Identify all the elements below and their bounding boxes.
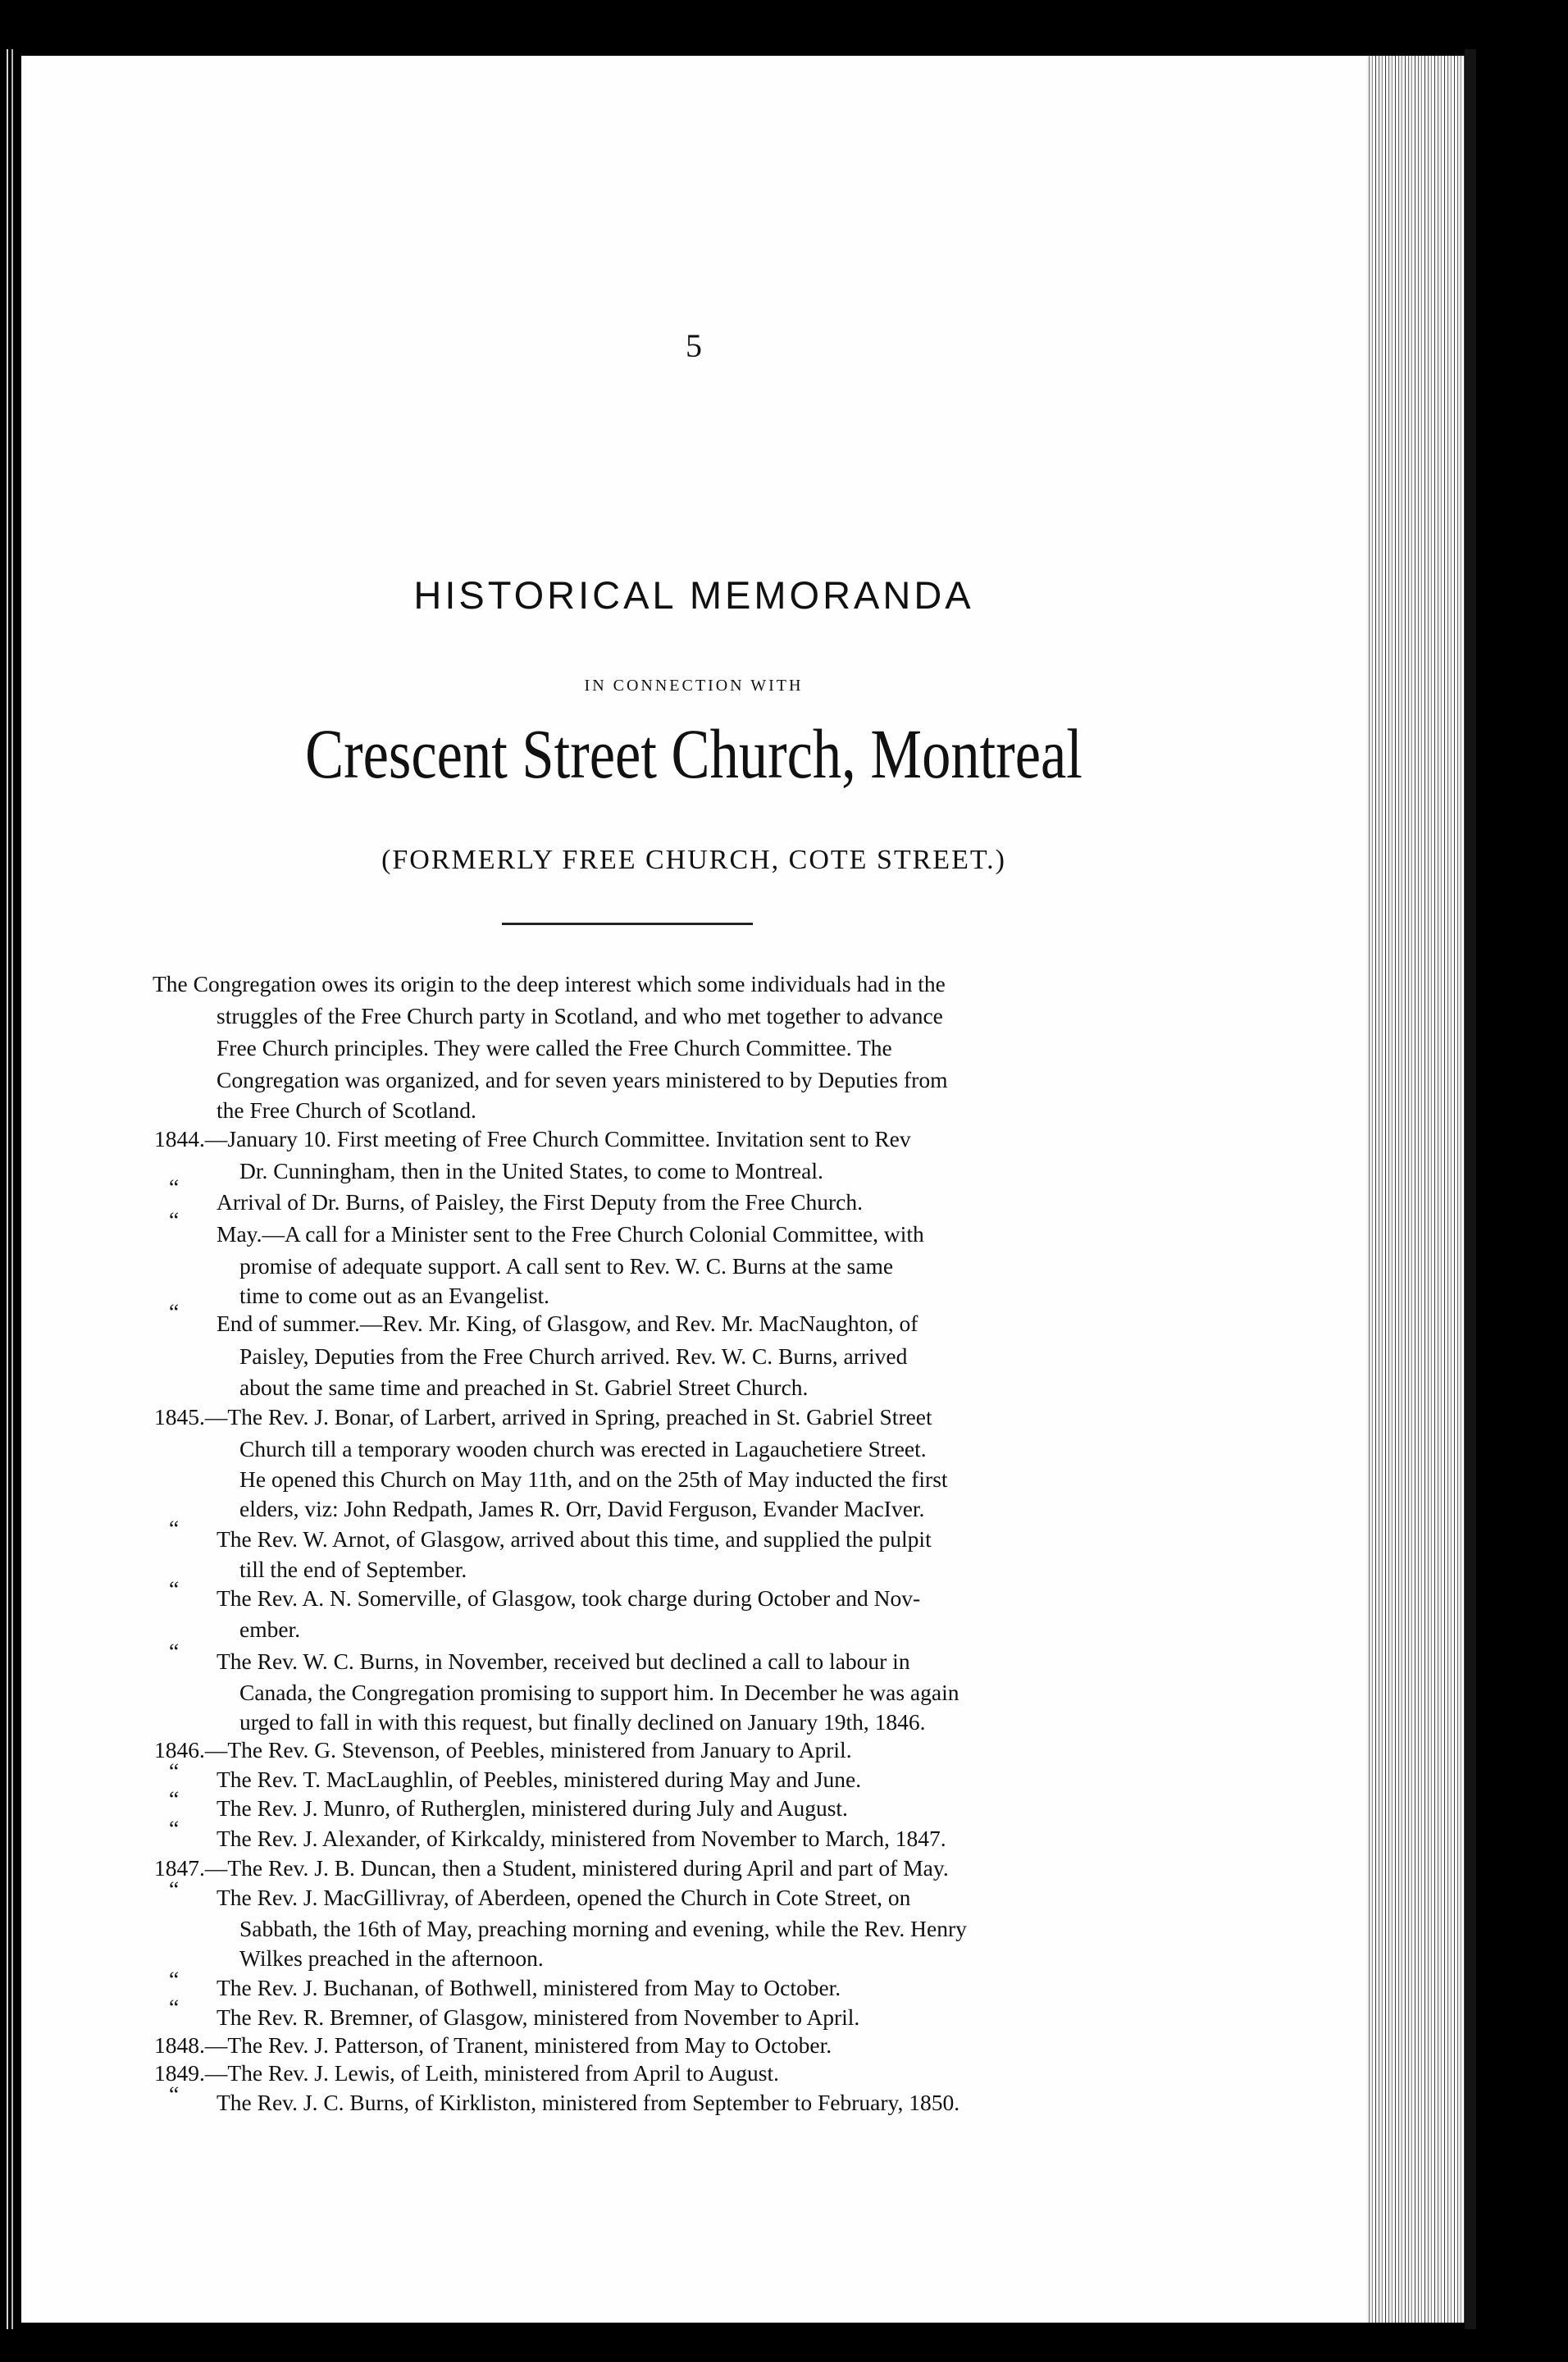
text-line: End of summer.—Rev. Mr. King, of Glasgow, and Rev. Mr. MacNaughton, of (217, 1311, 918, 1336)
memoranda-body (21, 56, 1366, 2323)
page-heading: HISTORICAL MEMORANDA (413, 573, 974, 617)
text-line: Church till a temporary wooden church was erected in Lagauchetiere Street. (239, 1436, 927, 1461)
text-line: May.—A call for a Minister sent to the Free Church Colonial Committee, with (217, 1221, 924, 1247)
text-line: Paisley, Deputies from the Free Church arrived. Rev. W. C. Burns, arrived (239, 1343, 908, 1369)
text-line: He opened this Church on May 11th, and on the 25th of May inducted the first (239, 1466, 948, 1492)
text-line: urged to fall in with this request, but finally declined on January 19th, 1846. (239, 1709, 926, 1735)
text-line: The Rev. J. Alexander, of Kirkcaldy, ministered from November to March, 1847. (217, 1826, 946, 1851)
text-line: The Rev. J. Munro, of Rutherglen, ministered during July and August. (217, 1795, 848, 1821)
page-title: Crescent Street Church, Montreal (305, 714, 1083, 793)
text-line: 1846.—The Rev. G. Stevenson, of Peebles, ministered from January to April. (154, 1737, 852, 1762)
book-page (21, 56, 1366, 2323)
ditto-mark: “ (169, 1174, 180, 1200)
text-line: till the end of September. (239, 1557, 467, 1582)
ditto-mark: “ (169, 1758, 180, 1784)
page-subtitle: (FORMERLY FREE CHURCH, COTE STREET.) (381, 845, 1006, 875)
text-line: The Rev. J. C. Burns, of Kirkliston, ministered from September to February, 1850. (217, 2090, 960, 2115)
text-line: The Rev. W. C. Burns, in November, received but declined a call to labour in (217, 1648, 910, 1674)
ditto-mark: “ (169, 1786, 180, 1812)
text-line: The Rev. J. MacGillivray, of Aberdeen, opened the Church in Cote Street, on (217, 1885, 911, 1910)
ditto-mark: “ (169, 1876, 180, 1902)
ditto-mark: “ (169, 1299, 180, 1325)
text-line: 1849.—The Rev. J. Lewis, of Leith, ministered from April to August. (154, 2060, 780, 2086)
page-edges (1366, 56, 1465, 2323)
text-line: 1848.—The Rev. J. Patterson, of Tranent, ministered from May to October. (154, 2032, 832, 2058)
ditto-mark: “ (169, 1639, 180, 1664)
text-line: struggles of the Free Church party in Scotland, and who met together to advance (217, 1003, 943, 1028)
text-line: The Rev. J. Buchanan, of Bothwell, ministered from May to October. (217, 1975, 841, 2000)
ditto-mark: “ (169, 2082, 180, 2107)
page-number: 5 (686, 327, 702, 364)
ditto-mark: “ (169, 1576, 180, 1602)
ditto-mark: “ (169, 1816, 180, 1841)
connection-line: IN CONNECTION WITH (584, 677, 804, 695)
text-line: elders, viz: John Redpath, James R. Orr, David Ferguson, Evander MacIver. (239, 1496, 925, 1521)
text-line: The Rev. W. Arnot, of Glasgow, arrived about this time, and supplied the pulpit (217, 1526, 932, 1552)
text-line: The Congregation owes its origin to the deep interest which some individuals had in the (153, 971, 946, 996)
text-line: about the same time and preached in St. Gabriel Street Church. (239, 1375, 809, 1400)
text-line: Free Church principles. They were called the Free Church Committee. The (217, 1035, 892, 1060)
text-line: The Rev. A. N. Somerville, of Glasgow, took charge during October and Nov- (217, 1585, 921, 1611)
text-line: Wilkes preached in the afternoon. (239, 1945, 544, 1971)
text-line: Canada, the Congregation promising to support him. In December he was again (239, 1680, 959, 1705)
text-line: The Rev. R. Bremner, of Glasgow, ministered from November to April. (217, 2004, 860, 2030)
text-line: 1845.—The Rev. J. Bonar, of Larbert, arrived in Spring, preached in St. Gabriel Street (154, 1404, 932, 1430)
text-line: The Rev. T. MacLaughlin, of Peebles, ministered during May and June. (217, 1767, 862, 1792)
text-line: promise of adequate support. A call sent to Rev. W. C. Burns at the same (239, 1253, 894, 1279)
ditto-mark: “ (169, 1967, 180, 1992)
text-line: Sabbath, the 16th of May, preaching morning and evening, while the Rev. Henry (239, 1916, 967, 1941)
text-line: 1847.—The Rev. J. B. Duncan, then a Student, ministered during April and part of May. (154, 1855, 949, 1881)
text-line: the Free Church of Scotland. (217, 1097, 476, 1123)
ditto-mark: “ (169, 1516, 180, 1541)
text-line: Dr. Cunningham, then in the United States, to come to Montreal. (239, 1158, 823, 1183)
text-line: 1844.—January 10. First meeting of Free Church Committee. Invitation sent to Rev (154, 1126, 911, 1151)
ditto-mark: “ (169, 1207, 180, 1233)
text-line: Arrival of Dr. Burns, of Paisley, the First Deputy from the Free Church. (217, 1189, 863, 1215)
ditto-mark: “ (169, 1995, 180, 2020)
text-line: Congregation was organized, and for seven years ministered to by Deputies from (217, 1067, 948, 1092)
page-edge-shadow (1465, 49, 1476, 2329)
text-line: time to come out as an Evangelist. (239, 1283, 550, 1308)
text-line: ember. (239, 1616, 301, 1642)
